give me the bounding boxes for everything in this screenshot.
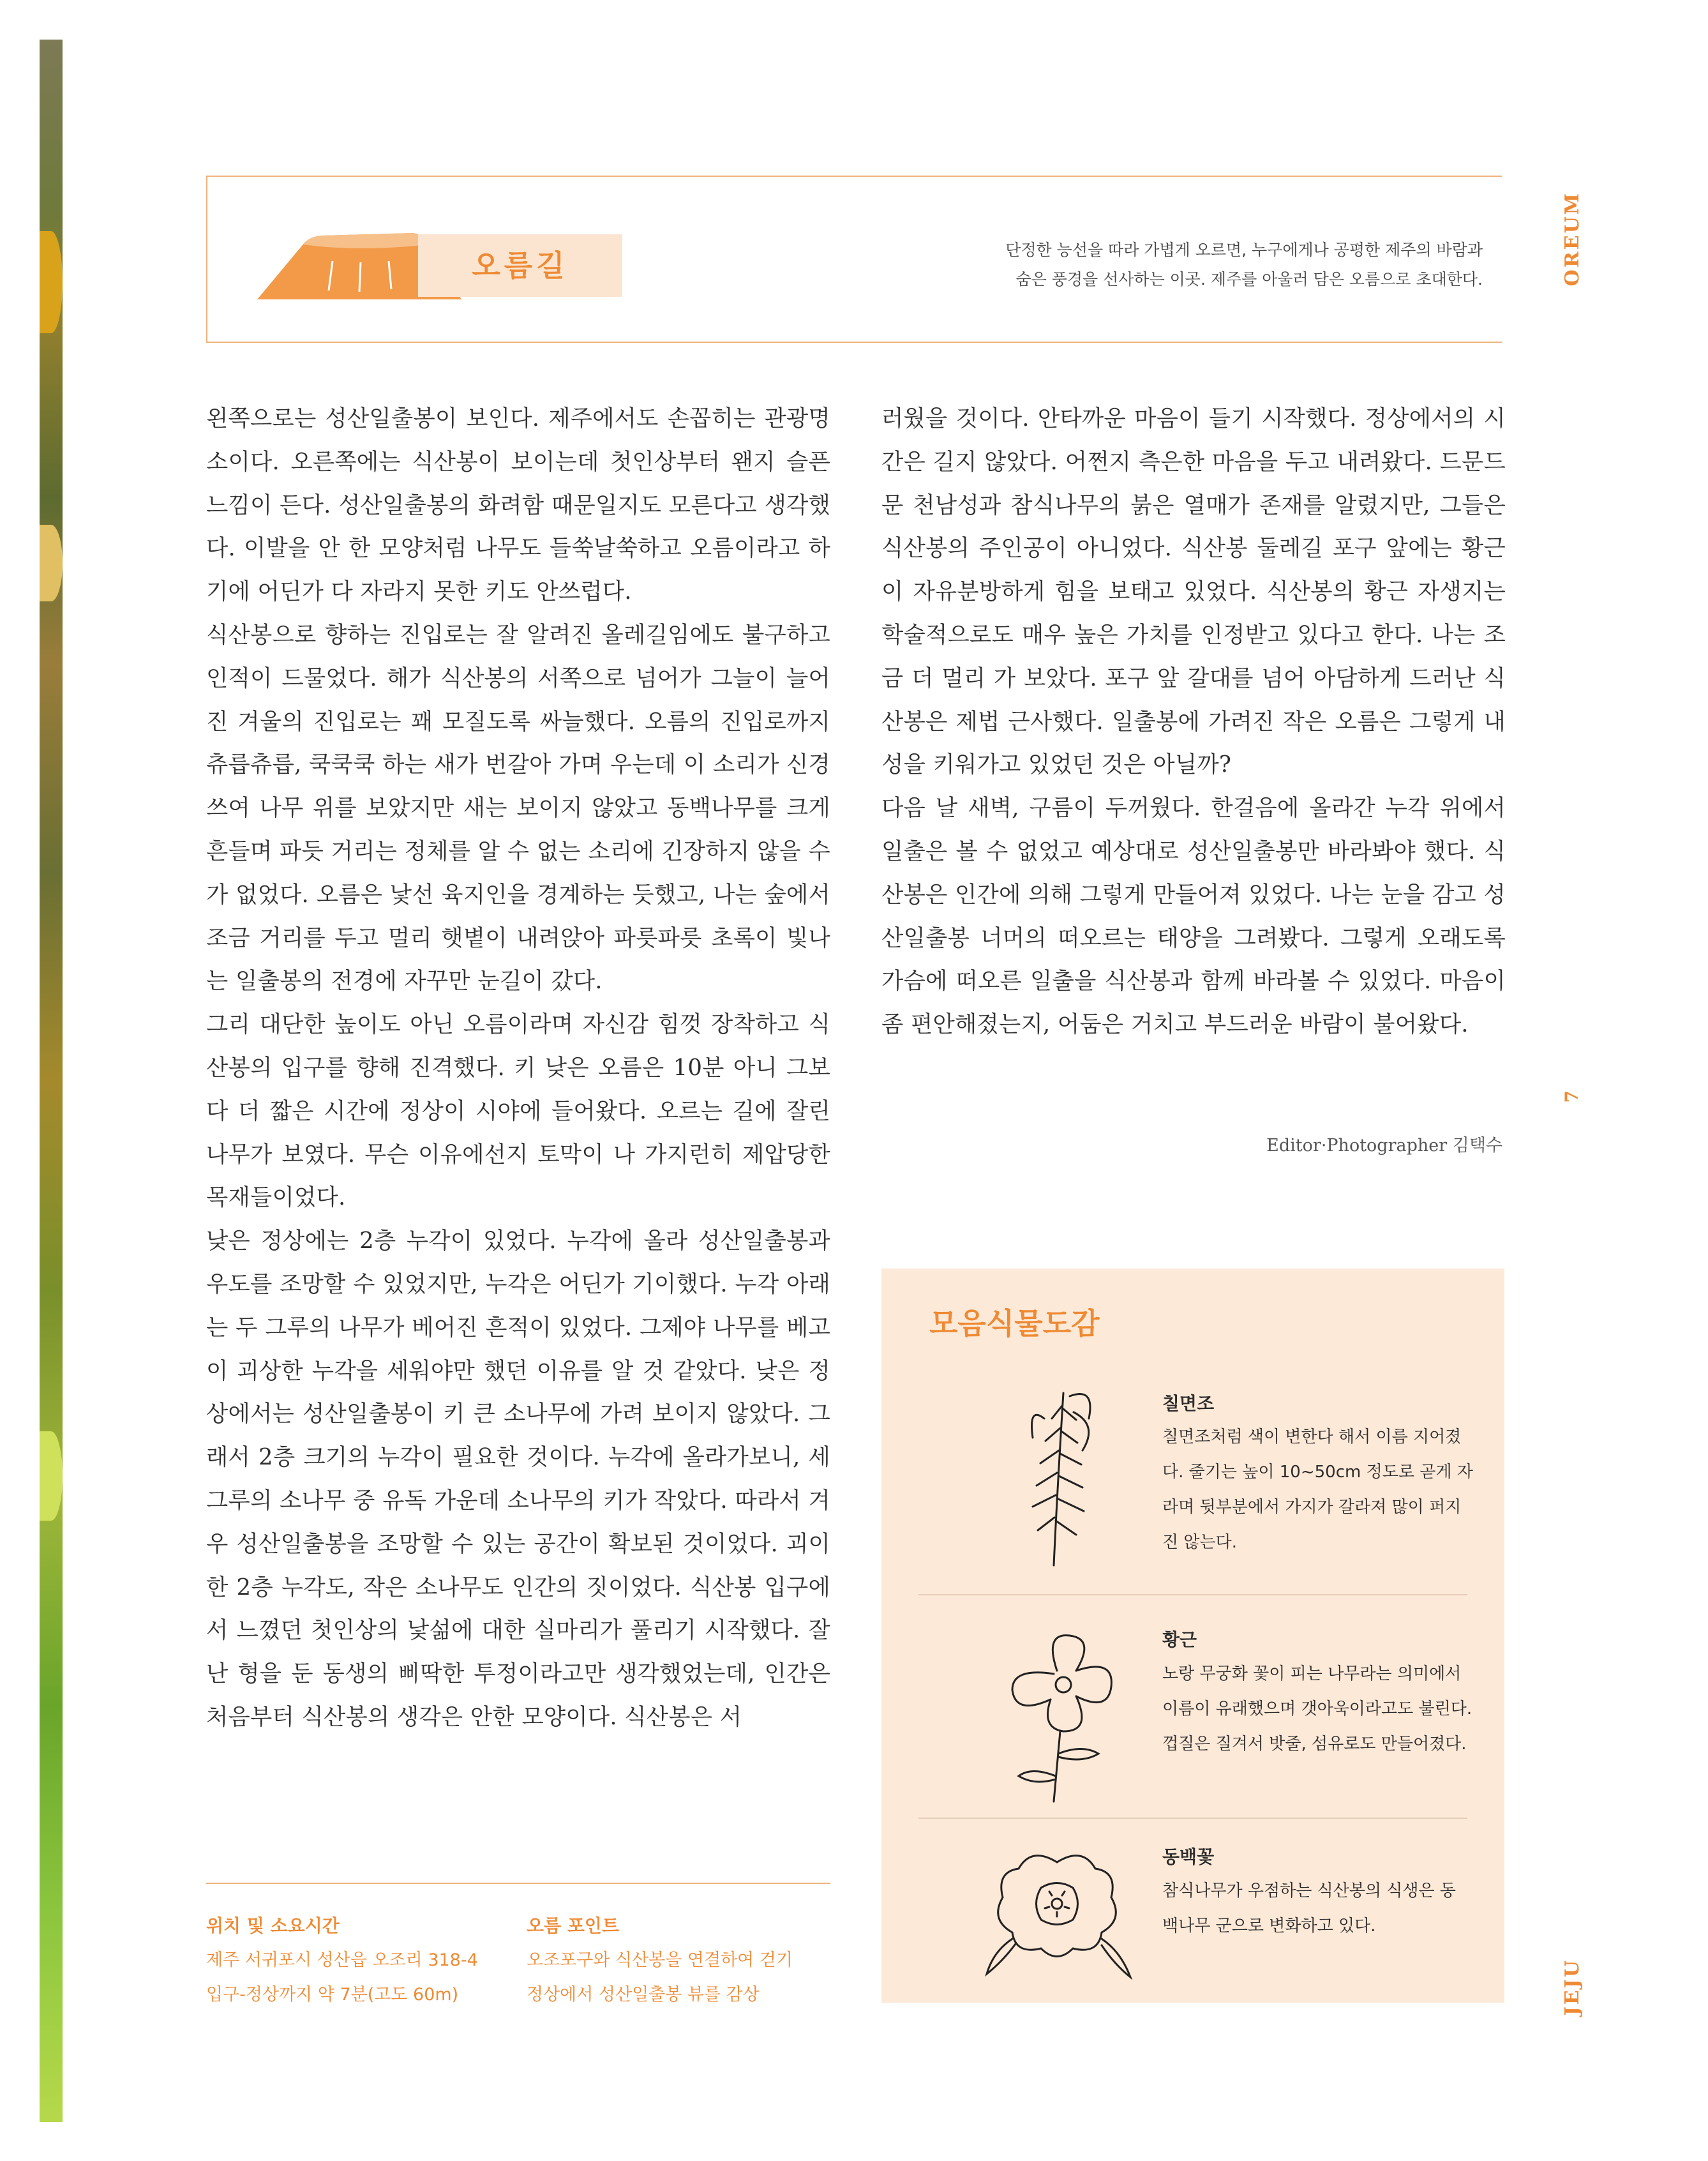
section-title: 오름길: [472, 248, 569, 283]
plant-description-line: 다. 줄기는 높이 10~50cm 정도로 곧게 자: [1162, 1463, 1473, 1482]
plant-description-line: 이름이 유래했으며 갯아욱이라고도 불린다.: [1162, 1699, 1472, 1719]
location-info: [206, 1909, 478, 2012]
plant-description-line: 진 않는다.: [1162, 1533, 1237, 1552]
plant-name: 칠면조: [1162, 1393, 1215, 1414]
divider: [206, 1883, 830, 1884]
plant-name: 동백꽃: [1162, 1846, 1215, 1867]
plant-entry: [917, 1380, 1478, 1572]
plant-entry: [917, 1843, 1478, 1984]
plant-description: [1162, 1874, 1494, 1944]
photo-strip: [40, 40, 63, 2122]
article-paragraph: 식산봉으로 향하는 진입로는 잘 알려진 올레길임에도 불구하고 인적이 드물었다. 해가 식산봉의 서쪽으로 넘어가 그늘이 늘어진 겨울의 진입로는 꽤 모질도록 싸늘했다. 오름의 진입로까지 츄릅츄릅, 쿡쿡쿡 하는 새가 번갈아 가며 우는데 이 소리가 신경 쓰여 나무 위를 보았지만 새는 보이지 않았고 동백나무를 크게 흔들며 파듯 거리는 정체를 알 수 없는 소리에 긴장하지 않을 수가 없었다. 오름은 낯선 육지인을 경계하는 듯했고, 나는 숲에서 조금 거리를 두고 멀리 햇볕이 내려앉아 파릇파릇 초록이 빛나는 일출봉의 전경에 자꾸만 눈길이 갔다.: [206, 621, 830, 995]
plant-description-line: 백나무 군으로 변화하고 있다.: [1162, 1916, 1376, 1936]
divider: [918, 1594, 1467, 1595]
point-title: 오름 포인트: [527, 1915, 619, 1936]
point-info: [527, 1909, 793, 2012]
plant-entry: [917, 1626, 1478, 1805]
plant-guide-title: 모음식물도감: [929, 1306, 1100, 1341]
article-paragraph: 낮은 정상에는 2층 누각이 있었다. 누각에 올라 성산일출봉과 우도를 조망할 수 있었지만, 누각은 어딘가 기이했다. 누각 아래는 두 그루의 나무가 베어진 흔적이 있었다. 그제야 나무를 베고 이 괴상한 누각을 세워야만 했던 이유를 알 것 같았다. 낮은 정상에서는 성산일출봉이 키 큰 소나무에 가려 보이지 않았다. 그래서 2층 크기의 누각이 필요한 것이다. 누각에 올라가보니, 세 그루의 소나무 중 유독 가운데 소나무의 키가 작았다. 따라서 겨우 성산일출봉을 조망할 수 있는 공간이 확보된 것이었다. 괴이한 2층 누각도, 작은 소나무도 인간의 짓이었다. 식산봉 입구에서 느꼈던 첫인상의 낯섦에 대한 실마리가 풀리기 시작했다. 잘난 형을 둔 동생의 삐딱한 투정이라고만 생각했었는데, 인간은 처음부터 식산봉의 생각은 안한 모양이다. 식산봉은 서: [206, 1228, 830, 1730]
side-label-oreum: OREUM: [1561, 192, 1584, 287]
location-title: 위치 및 소요시간: [206, 1915, 340, 1936]
location-line: 제주 서귀포시 성산읍 오조리 318-4: [206, 1950, 478, 1970]
section-description: [844, 236, 1483, 294]
yellow-hibiscus-icon: [987, 1626, 1127, 1805]
article-paragraph: 왼쪽으로는 성산일출봉이 보인다. 제주에서도 손꼽히는 관광명소이다. 오른쪽에는 식산봉이 보이는데 첫인상부터 왠지 슬픈 느낌이 든다. 성산일출봉의 화려함 때문일지도 모른다고 생각했다. 이발을 안 한 모양처럼 나무도 들쑥날쑥하고 오름이라고 하기에 어딘가 다 자라지 못한 키도 안쓰럽다.: [206, 405, 830, 605]
plant-description-line: 노랑 무궁화 꽃이 피는 나무라는 의미에서: [1162, 1664, 1462, 1683]
description-line: 숨은 풍경을 선사하는 이곳. 제주를 아울러 담은 오름으로 초대한다.: [1015, 270, 1483, 289]
flower-accent: [40, 1431, 63, 1521]
plant-name: 황근: [1162, 1629, 1197, 1650]
location-line: 입구-정상까지 약 7분(고도 60m): [206, 1985, 459, 2005]
divider: [918, 1818, 1467, 1819]
article-column-left: [206, 397, 830, 1739]
plant-guide-panel: [881, 1269, 1504, 2003]
plant-description-line: 칠면조처럼 색이 변한다 해서 이름 지어졌: [1162, 1427, 1462, 1447]
plant-description-line: 참식나무가 우점하는 식산봉의 식생은 동: [1162, 1881, 1457, 1901]
header-label-box: [418, 234, 622, 297]
article-column-right: [881, 397, 1506, 1046]
article-paragraph: 러웠을 것이다. 안타까운 마음이 들기 시작했다. 정상에서의 시간은 길지 않았다. 어쩐지 측은한 마음을 두고 내려왔다. 드문드문 천남성과 참식나무의 붉은 열매가 존재를 알렸지만, 그들은 식산봉의 주인공이 아니었다. 식산봉 둘레길 포구 앞에는 황근이 자유분방하게 힘을 보태고 있었다. 식산봉의 황근 자생지는 학술적으로도 매우 높은 가치를 인정받고 있다고 한다. 나는 조금 더 멀리 가 보았다. 포구 앞 갈대를 넘어 아담하게 드러난 식산봉은 제법 근사했다. 일출봉에 가려진 작은 오름은 그렇게 내성을 키워가고 있었던 것은 아닐까?: [881, 405, 1506, 778]
point-line: 정상에서 성산일출봉 뷰를 감상: [527, 1985, 760, 2005]
page-number: 7: [1561, 1088, 1582, 1103]
photo-credit: Editor·Photographer 김택수: [1266, 1136, 1502, 1156]
plant-description: [1162, 1657, 1494, 1762]
flower-accent: [40, 525, 63, 601]
plant-description-line: 껍질은 질겨서 밧줄, 섬유로도 만들어졌다.: [1162, 1735, 1467, 1754]
side-label-jeju: JEJU: [1561, 1959, 1584, 2016]
flower-accent: [40, 231, 63, 333]
article-paragraph: 다음 날 새벽, 구름이 두꺼웠다. 한걸음에 올라간 누각 위에서 일출은 볼 수 없었고 예상대로 성산일출봉만 바라봐야 했다. 식산봉은 인간에 의해 그렇게 만들어져 있었다. 나는 눈을 감고 성산일출봉 너머의 떠오르는 태양을 그려봤다. 그렇게 오래도록 가슴에 떠오른 일출을 식산봉과 함께 바라볼 수 있었다. 마음이 좀 편안해졌는지, 어둠은 거치고 부드러운 바람이 불어왔다.: [881, 795, 1506, 1038]
article-paragraph: 그리 대단한 높이도 아닌 오름이라며 자신감 힘껏 장착하고 식산봉의 입구를 향해 진격했다. 키 낮은 오름은 10분 아니 그보다 더 짧은 시간에 정상이 시야에 들어왔다. 오르는 길에 잘린 나무가 보였다. 무슨 이유에선지 토막이 나 가지런히 제압당한 목재들이었다.: [206, 1011, 830, 1211]
section-header: [206, 176, 1502, 343]
description-line: 단정한 능선을 따라 가볍게 오르면, 누구에게나 공평한 제주의 바람과: [1005, 241, 1483, 259]
plant-description: [1162, 1420, 1494, 1560]
point-line: 오조포구와 식산봉을 연결하여 걷기: [527, 1950, 793, 1970]
camellia-icon: [980, 1843, 1134, 1984]
plant-description-line: 라며 뒷부분에서 가지가 갈라져 많이 퍼지: [1162, 1498, 1462, 1517]
seepweed-icon: [993, 1380, 1121, 1572]
